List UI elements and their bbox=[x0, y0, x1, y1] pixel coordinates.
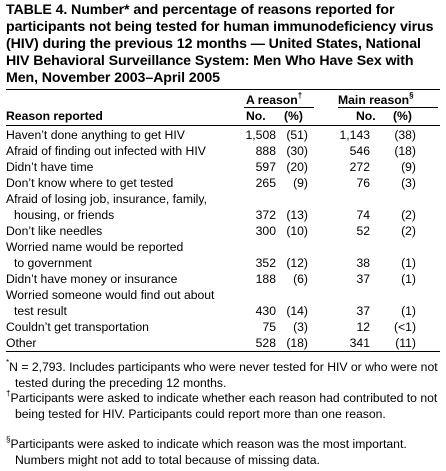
cell-a-pct: (51) bbox=[286, 128, 308, 142]
group-header-main-reason bbox=[338, 92, 414, 107]
row-label: to government bbox=[14, 256, 92, 270]
dagger-mark: † bbox=[297, 91, 303, 100]
row-label: test result bbox=[14, 304, 67, 318]
column-header-a-pct: (%) bbox=[284, 109, 303, 123]
row-label: Don’t like needles bbox=[6, 224, 103, 238]
cell-a-no: 372 bbox=[255, 208, 276, 222]
footnote bbox=[6, 387, 438, 422]
top-rule bbox=[6, 89, 440, 90]
cell-a-no: 300 bbox=[255, 224, 276, 238]
cell-m-no: 38 bbox=[356, 256, 370, 270]
cell-a-no: 265 bbox=[255, 176, 276, 190]
cell-a-pct: (9) bbox=[293, 176, 308, 190]
cell-m-no: 341 bbox=[349, 336, 370, 350]
cell-m-pct: (1) bbox=[401, 256, 416, 270]
cell-m-pct: (1) bbox=[401, 304, 416, 318]
section-mark: § bbox=[409, 91, 414, 100]
cell-a-no: 75 bbox=[262, 320, 276, 334]
column-header-reason: Reason reported bbox=[6, 109, 103, 123]
cell-a-no: 888 bbox=[255, 144, 276, 158]
group-header-a-reason bbox=[246, 92, 302, 107]
footnote-text: Participants were asked to indicate whether each reason had contributed to not being tested for HIV. Participants could report more than one reason. bbox=[10, 391, 438, 421]
group-header-main-label: Main reason bbox=[338, 93, 410, 108]
group-b-underline bbox=[338, 107, 438, 108]
column-header-m-pct: (%) bbox=[393, 109, 412, 123]
cell-m-no: 74 bbox=[356, 208, 370, 222]
cell-a-pct: (10) bbox=[286, 224, 308, 238]
row-label: Other bbox=[6, 336, 37, 350]
cell-m-pct: (<1) bbox=[393, 320, 416, 334]
footnote-mark: * bbox=[6, 358, 10, 367]
header-rule bbox=[6, 125, 440, 126]
row-label: Worried someone would find out about bbox=[6, 288, 215, 302]
cell-a-pct: (18) bbox=[286, 336, 308, 350]
cell-a-no: 528 bbox=[255, 336, 276, 350]
cell-m-pct: (11) bbox=[395, 336, 416, 350]
row-label: Haven’t done anything to get HIV bbox=[6, 128, 185, 142]
cell-a-pct: (30) bbox=[286, 144, 308, 158]
cell-a-pct: (12) bbox=[286, 256, 308, 270]
cell-m-pct: (2) bbox=[401, 224, 416, 238]
cell-a-no: 597 bbox=[255, 160, 276, 174]
cell-m-no: 76 bbox=[356, 176, 370, 190]
group-header-a-label: A reason bbox=[246, 93, 298, 108]
row-label: Afraid of finding out infected with HIV bbox=[6, 144, 206, 158]
cell-a-no: 352 bbox=[255, 256, 276, 270]
group-a-underline bbox=[244, 107, 314, 108]
cell-a-pct: (3) bbox=[293, 320, 308, 334]
footnote-text: N = 2,793. Includes participants who were never tested for HIV or who were not tested during the preceding 12 months. bbox=[9, 360, 438, 390]
cell-m-no: 37 bbox=[356, 304, 370, 318]
cell-a-no: 1,508 bbox=[245, 128, 276, 142]
cell-m-pct: (1) bbox=[401, 272, 416, 286]
row-label: Couldn’t get transportation bbox=[6, 320, 149, 334]
cell-a-pct: (20) bbox=[286, 160, 308, 174]
cell-m-no: 37 bbox=[356, 272, 370, 286]
column-header-a-no: No. bbox=[246, 109, 266, 123]
cell-a-pct: (14) bbox=[286, 304, 308, 318]
row-label: housing, or friends bbox=[14, 208, 115, 222]
footnote bbox=[6, 356, 438, 391]
cell-a-pct: (6) bbox=[293, 272, 308, 286]
cell-m-pct: (3) bbox=[401, 176, 416, 190]
table-title: TABLE 4. Number* and percentage of reasons reported for participants not being tested for human immunodeficiency virus (HIV) during the previous 12 months — United States, National HIV Behavioral Surveillance System: Men Who Have Sex with Men, November 2003–April 2005 bbox=[6, 2, 434, 86]
cell-m-no: 12 bbox=[356, 320, 370, 334]
row-label: Didn’t have time bbox=[6, 160, 94, 174]
row-label: Worried name would be reported bbox=[6, 240, 184, 254]
cell-m-pct: (2) bbox=[401, 208, 416, 222]
footnote-mark: † bbox=[6, 389, 11, 398]
row-label: Don’t know where to get tested bbox=[6, 176, 174, 190]
bottom-rule bbox=[6, 351, 440, 352]
cell-m-pct: (9) bbox=[401, 160, 416, 174]
cell-a-no: 188 bbox=[255, 272, 276, 286]
cell-m-no: 1,143 bbox=[339, 128, 370, 142]
cell-m-no: 546 bbox=[349, 144, 370, 158]
cell-m-no: 272 bbox=[349, 160, 370, 174]
row-label: Afraid of losing job, insurance, family, bbox=[6, 192, 207, 206]
column-header-m-no: No. bbox=[356, 109, 376, 123]
footnote-text: Participants were asked to indicate which reason was the most important. Numbers might not add to total because of missing data. bbox=[10, 437, 407, 467]
cell-m-no: 52 bbox=[356, 224, 370, 238]
cell-m-pct: (18) bbox=[394, 144, 416, 158]
cell-m-pct: (38) bbox=[394, 128, 416, 142]
footnote-mark: § bbox=[6, 435, 11, 444]
cell-a-pct: (13) bbox=[286, 208, 308, 222]
footnote bbox=[6, 433, 438, 468]
cell-a-no: 430 bbox=[255, 304, 276, 318]
row-label: Didn’t have money or insurance bbox=[6, 272, 178, 286]
